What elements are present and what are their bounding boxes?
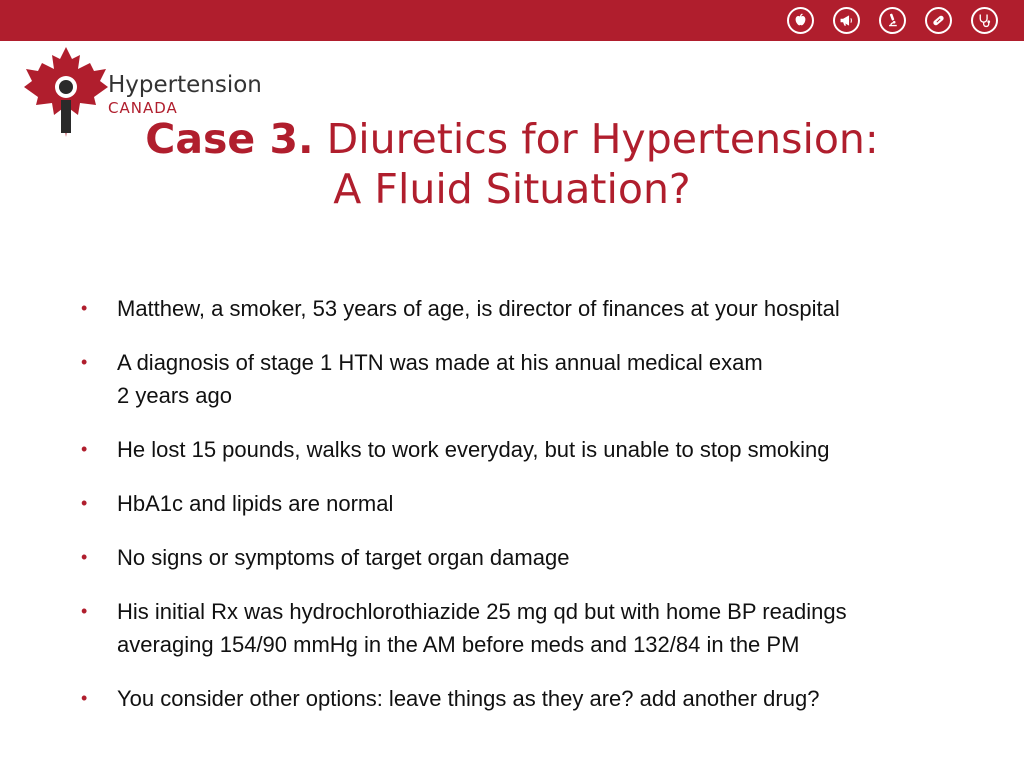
- bullet-item: [81, 346, 981, 412]
- pill-icon: [925, 7, 952, 34]
- microscope-icon: [879, 7, 906, 34]
- bullet-list: [81, 292, 981, 736]
- bullet-text: He lost 15 pounds, walks to work everyday, but is unable to stop smoking: [117, 437, 830, 462]
- bullet-item: [81, 433, 981, 466]
- bullet-item: [81, 682, 981, 715]
- title-subtitle: A Fluid Situation?: [333, 165, 691, 213]
- bullet-item: [81, 292, 981, 325]
- bullet-dot: •: [81, 601, 88, 621]
- bullet-item: [81, 541, 981, 574]
- bullet-text: 2 years ago: [117, 383, 232, 408]
- bullet-text: HbA1c and lipids are normal: [117, 491, 394, 516]
- bullet-item: [81, 487, 981, 520]
- logo-text-hypertension: Hypertension: [108, 72, 262, 98]
- title-main: Diuretics for Hypertension:: [313, 115, 879, 163]
- bullet-text: A diagnosis of stage 1 HTN was made at his annual medical exam: [117, 350, 763, 375]
- logo-text-canada: CANADA: [108, 99, 178, 117]
- bullet-text: Matthew, a smoker, 53 years of age, is director of finances at your hospital: [117, 296, 840, 321]
- bullet-dot: •: [81, 352, 88, 372]
- bullet-item: [81, 595, 981, 661]
- bullet-text: You consider other options: leave things as they are? add another drug?: [117, 686, 820, 711]
- bullet-text: No signs or symptoms of target organ damage: [117, 545, 570, 570]
- header-icons: [787, 7, 998, 34]
- header-bar: [0, 0, 1024, 41]
- title-case-number: Case 3.: [145, 115, 314, 163]
- megaphone-icon: [833, 7, 860, 34]
- bullet-dot: •: [81, 688, 88, 708]
- slide-title: [0, 114, 1024, 214]
- bullet-dot: •: [81, 439, 88, 459]
- stethoscope-icon: [971, 7, 998, 34]
- apple-icon: [787, 7, 814, 34]
- bullet-dot: •: [81, 298, 88, 318]
- bullet-text: averaging 154/90 mmHg in the AM before meds and 132/84 in the PM: [117, 632, 800, 657]
- bullet-dot: •: [81, 493, 88, 513]
- bullet-dot: •: [81, 547, 88, 567]
- bullet-text: His initial Rx was hydrochlorothiazide 25 mg qd but with home BP readings: [117, 599, 847, 624]
